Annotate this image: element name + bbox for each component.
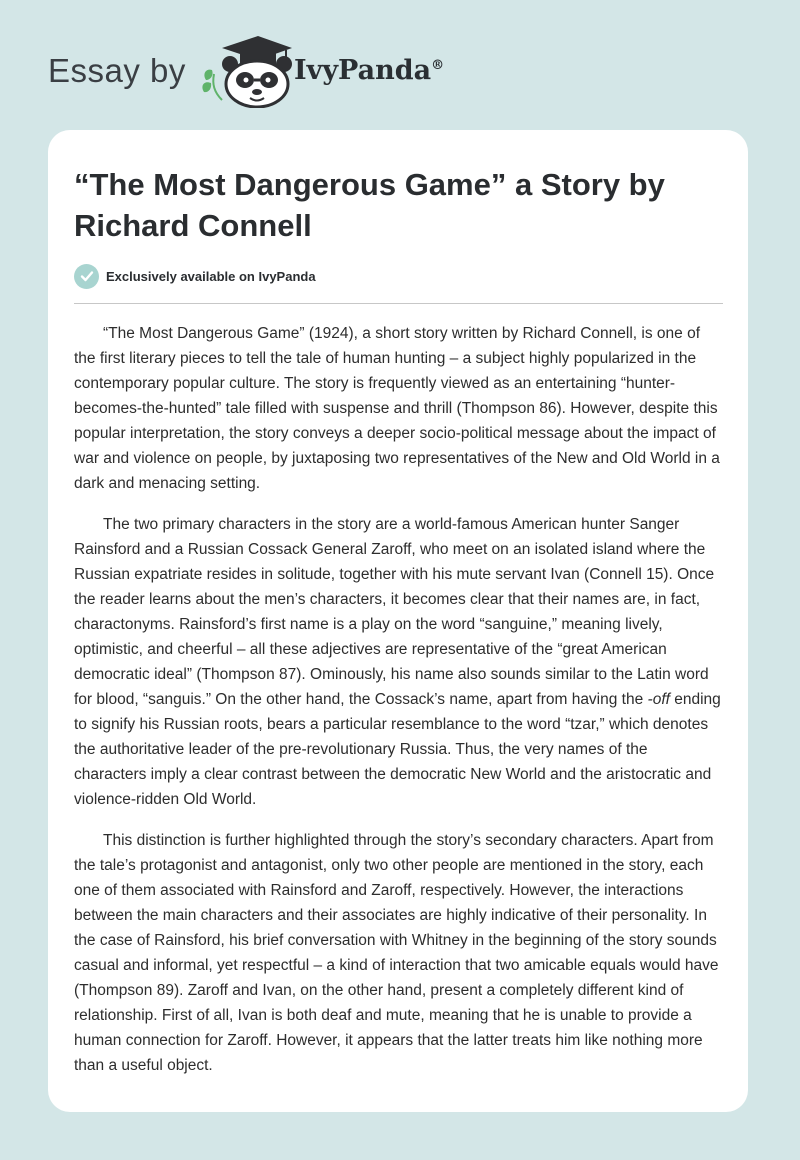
site-header (0, 0, 800, 130)
paragraph (74, 512, 724, 812)
checkmark-icon (74, 264, 99, 289)
brand-name[interactable] (294, 55, 444, 86)
paragraph-text: The two primary characters in the story are a world-famous American hunter Sanger Rainsford and a Russian Cossack General Zaroff, who meet on an isolated island where the Russian expatriate resides in solitude, together with his mute servant Ivan (Connell 15). Once the reader learns about the men’s characters, it becomes clear that their names are, in fact, charactonyms. Rainsford’s first name is a play on the word “sanguine,” meaning lively, optimistic, and cheerful – all these adjectives are representative of the “great American democratic ideal” (Thompson 87). Ominously, his name also sounds similar to the Latin word for blood, “sanguis.” On the other hand, the Cossack’s name, apart from having the (74, 516, 715, 708)
paragraph: This distinction is further highlighted through the story’s secondary characters. Apart from the tale’s protagonist and antagonist, only two other people are mentioned in the story, each one of them associated with Rainsford and Zaroff, respectively. However, the interactions between the main characters and their associates are highly indicative of their personality. In the case of Rainsford, his brief conversation with Whitney in the beginning of the story sounds casual and informal, yet respectful – a kind of interaction that two amicable equals would have (Thompson 89). Zaroff and Ivan, on the other hand, present a completely different kind of relationship. First of all, Ivan is both deaf and mute, meaning that he is unable to provide a human connection for Zaroff. However, it appears that the latter treats him like nothing more than a useful object. (74, 832, 719, 1074)
registered-mark: ® (431, 58, 445, 73)
essay-body (74, 321, 724, 1094)
exclusive-badge (74, 263, 316, 289)
divider (74, 303, 723, 304)
ivypanda-logo-icon[interactable] (200, 34, 292, 108)
paragraph-text: ending to signify his Russian roots, bears a particular resemblance to the word “tzar,” which denotes the authoritative leader of the pre-revolutionary Russia. Thus, the very names of the characters imply a clear contrast between the democratic New World and the aristocratic and violence-ridden Old World. (74, 691, 721, 808)
essay-by-label: Essay by (48, 52, 186, 89)
essay-card (48, 130, 748, 1112)
brand-text: IvyPanda (294, 55, 432, 86)
paragraph: “The Most Dangerous Game” (1924), a short story written by Richard Connell, is one of the first literary pieces to tell the tale of human hunting – a subject highly popularized in the contemporary popular culture. The story is frequently viewed as an entertaining “hunter-becomes-the-hunted” tale filled with suspense and thrill (Thompson 86). However, despite this popular interpretation, the story conveys a deeper socio-political message about the impact of war and violence on people, by juxtaposing two representatives of the New and Old World in a dark and menacing setting. (74, 325, 720, 492)
badge-label: Exclusively available on IvyPanda (106, 268, 316, 284)
paragraph-italic: -off (647, 691, 670, 708)
essay-title: “The Most Dangerous Game” a Story by Richard Connell (74, 167, 665, 243)
